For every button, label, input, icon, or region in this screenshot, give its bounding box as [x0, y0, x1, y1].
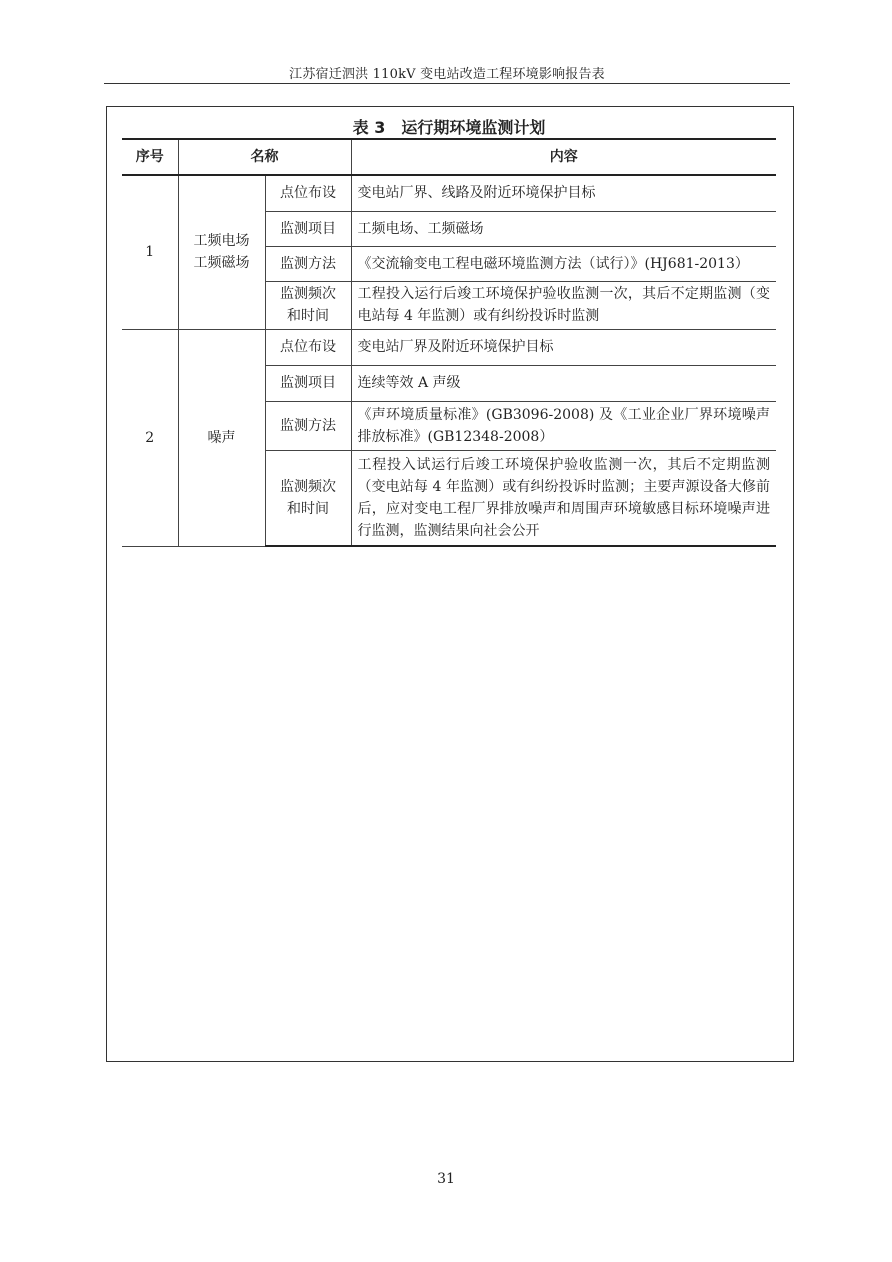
row-index: 1: [122, 175, 178, 329]
column-header-name: 名称: [178, 139, 351, 175]
factor-line: 工频磁场: [193, 255, 250, 272]
monitoring-item: 监测方法: [265, 401, 351, 450]
monitoring-factor: [178, 175, 265, 329]
monitoring-item: [265, 281, 351, 329]
monitoring-content: 《声环境质量标准》(GB3096-2008) 及《工业企业厂界环境噪声排放标准》(GB12348-2008）: [351, 401, 776, 450]
monitoring-content: 工程投入试运行后竣工环境保护验收监测一次，其后不定期监测（变电站每 4 年监测）或有纠纷投诉时监测；主要声源设备大修前后，应对变电工程厂界排放噪声和周围声环境敏感目标环境噪声进行监测，监测结果向社会公开: [351, 450, 776, 546]
column-header-index: 序号: [122, 139, 178, 175]
item-line: 和时间: [287, 500, 329, 517]
monitoring-item: 监测方法: [265, 246, 351, 281]
monitoring-item: 监测项目: [265, 365, 351, 401]
table-title: 表 3 运行期环境监测计划: [352, 118, 546, 137]
monitoring-plan-table: [122, 138, 776, 547]
document-header: 江苏宿迁泗洪 110kV 变电站改造工程环境影响报告表: [289, 67, 605, 82]
page-number: 31: [437, 1171, 455, 1187]
item-line: 和时间: [287, 308, 329, 324]
monitoring-item: 点位布设: [265, 175, 351, 211]
column-header-content: 内容: [351, 139, 776, 175]
monitoring-content: 连续等效 A 声级: [351, 365, 776, 401]
table-row: [122, 329, 776, 365]
monitoring-content: 工程投入运行后竣工环境保护验收监测一次，其后不定期监测（变电站每 4 年监测）或有纠纷投诉时监测: [351, 281, 776, 329]
monitoring-content: 《交流输变电工程电磁环境监测方法（试行）》(HJ681-2013）: [351, 246, 776, 281]
table-row: [122, 175, 776, 211]
monitoring-content: 工频电场、工频磁场: [351, 211, 776, 246]
monitoring-content: 变电站厂界及附近环境保护目标: [351, 329, 776, 365]
table-header-row: [122, 139, 776, 175]
monitoring-factor: 噪声: [178, 329, 265, 546]
monitoring-content: 变电站厂界、线路及附近环境保护目标: [351, 175, 776, 211]
factor-line: 工频电场: [193, 233, 250, 250]
monitoring-item: 点位布设: [265, 329, 351, 365]
monitoring-item: [265, 450, 351, 546]
header-divider: [104, 83, 790, 84]
row-index: 2: [122, 329, 178, 546]
item-line: 监测频次: [280, 478, 336, 495]
item-line: 监测频次: [280, 286, 336, 302]
monitoring-item: 监测项目: [265, 211, 351, 246]
